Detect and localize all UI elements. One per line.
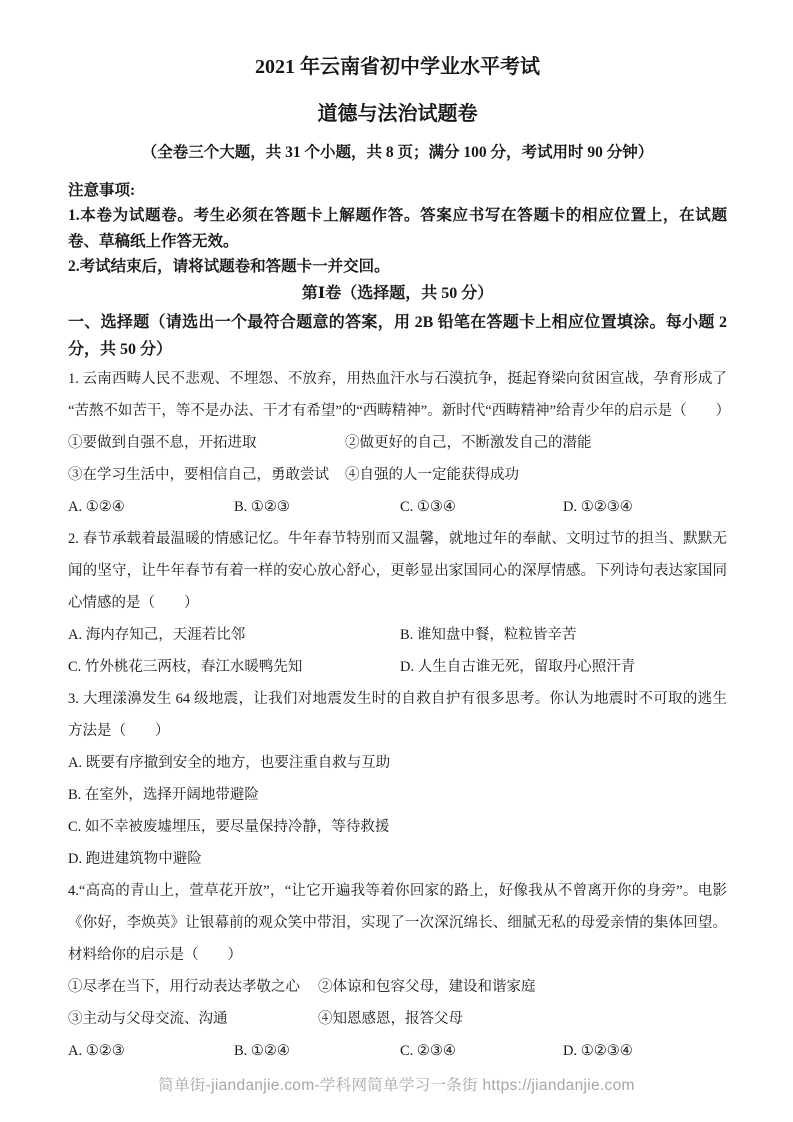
question-3-stem bbox=[68, 683, 727, 747]
question-2 bbox=[68, 523, 727, 683]
question-2-stem-text: 春节承载着最温暖的情感记忆。牛年春节特别而又温馨，就地过年的奉献、文明过节的担当、默默无闻的坚守，让牛年春节有着一样的安心放心舒心，更彰显出家国同心的深厚情感。下列诗句表达家国同心情感的是（ ） bbox=[68, 530, 728, 611]
choice-b: B. ①②④ bbox=[234, 1042, 290, 1059]
notice-heading: 注意事项: bbox=[68, 182, 136, 199]
notice-item-2: 2.考试结束后，请将试题卷和答题卡一并交回。 bbox=[68, 258, 390, 275]
question-4-subitems bbox=[68, 971, 727, 1035]
exam-subtitle: 道德与法治试题卷 bbox=[317, 103, 478, 125]
choice-b: B. 在室外，选择开阔地带避险 bbox=[68, 786, 259, 803]
question-1-choices bbox=[68, 491, 727, 523]
notice-item-1: 1.本卷为试题卷。考生必须在答题卡上解题作答。答案应书写在答题卡的相应位置上，在试题卷、草稿纸上作答无效。 bbox=[68, 207, 727, 250]
choice-c: C. 竹外桃花三两枝，春江水暖鸭先知 bbox=[68, 658, 303, 675]
choice-a: A. ①②④ bbox=[68, 498, 125, 515]
question-3-stem-text: 大理漾濞发生 64 级地震，让我们对地震发生时的自救自护有很多思考。你认为地震时不可取的逃生方法是（ ） bbox=[68, 690, 727, 739]
watermark-link[interactable]: 简单街-jiandanjie.com-学科网简单学习一条街 https://jiandanjie.com bbox=[158, 1077, 635, 1094]
question-2-number: 2. bbox=[68, 530, 79, 547]
question-1-stem bbox=[68, 363, 731, 427]
choice-d: D. ①②③④ bbox=[563, 498, 633, 515]
exam-title: 2021 年云南省初中学业水平考试 bbox=[255, 56, 540, 78]
subitem: ①尽孝在当下，用行动表达孝敬之心 bbox=[68, 978, 300, 995]
subitem: ③主动与父母交流、沟通 bbox=[68, 1010, 228, 1027]
choice-c: C. 如不幸被废墟埋压，要尽量保持冷静，等待救援 bbox=[68, 818, 390, 835]
question-list bbox=[68, 363, 731, 1067]
exam-meta-line: （全卷三个大题，共 31 个小题，共 8 页；满分 100 分，考试用时 90 分钟） bbox=[141, 144, 654, 161]
subitem: ②体谅和包容父母，建设和谐家庭 bbox=[318, 978, 536, 995]
choice-d: D. ①②③④ bbox=[563, 1042, 633, 1059]
subitem: ③在学习生活中，要相信自己，勇敢尝试 bbox=[68, 466, 329, 483]
site-watermark bbox=[0, 1073, 793, 1095]
question-3-choices bbox=[68, 747, 727, 875]
subitem: ②做更好的自己，不断激发自己的潜能 bbox=[345, 434, 592, 451]
question-2-choices bbox=[68, 619, 727, 683]
choice-c: C. ②③④ bbox=[400, 1042, 456, 1059]
question-1-number: 1. bbox=[68, 370, 79, 387]
question-3-number: 3. bbox=[68, 690, 79, 707]
subitem: ④自强的人一定能获得成功 bbox=[345, 466, 519, 483]
question-3 bbox=[68, 683, 727, 875]
section-1-heading: 一、选择题（请选出一个最符合题意的答案，用 2B 铅笔在答题卡上相应位置填涂。每小题 2 分，共 50 分） bbox=[68, 313, 727, 358]
subitem: ①要做到自强不息，开拓进取 bbox=[68, 434, 257, 451]
choice-b: B. 谁知盘中餐，粒粒皆辛苦 bbox=[400, 626, 577, 643]
choice-c: C. ①③④ bbox=[400, 498, 456, 515]
part-1-heading: 第Ⅰ卷（选择题，共 50 分） bbox=[301, 284, 494, 302]
choice-d: D. 人生自古谁无死，留取丹心照汗青 bbox=[400, 658, 636, 675]
subitem: ④知恩感恩，报答父母 bbox=[318, 1010, 463, 1027]
question-4-stem-text: “高高的青山上，萱草花开放”，“让它开遍我等着你回家的路上，好像我从不曾离开你的身旁”。电影《你好，李焕英》让银幕前的观众笑中带泪，实现了一次深沉绵长、细腻无私的母爱亲情的集体回望。材料给你的启示是（ ） bbox=[68, 882, 727, 963]
choice-d: D. 跑进建筑物中避险 bbox=[68, 850, 202, 867]
choice-a: A. ①②③ bbox=[68, 1042, 125, 1059]
question-4-number: 4. bbox=[68, 882, 79, 899]
question-4 bbox=[68, 875, 727, 1067]
choice-b: B. ①②③ bbox=[234, 498, 290, 515]
question-1-subitems bbox=[68, 427, 727, 491]
question-4-stem bbox=[68, 875, 727, 971]
question-1-stem-text: 云南西畴人民不悲观、不埋怨、不放弃，用热血汗水与石漠抗争，挺起脊梁向贫困宣战，孕育形成了“苦熬不如苦干，等不是办法、干才有希望”的“西畴精神”。新时代“西畴精神”给青少年的启示是（ ） bbox=[68, 370, 731, 419]
choice-a: A. 既要有序撤到安全的地方，也要注重自救与互助 bbox=[68, 754, 391, 771]
question-4-choices bbox=[68, 1035, 727, 1067]
question-2-stem bbox=[68, 523, 727, 619]
choice-a: A. 海内存知己，天涯若比邻 bbox=[68, 626, 246, 643]
question-1 bbox=[68, 363, 731, 523]
